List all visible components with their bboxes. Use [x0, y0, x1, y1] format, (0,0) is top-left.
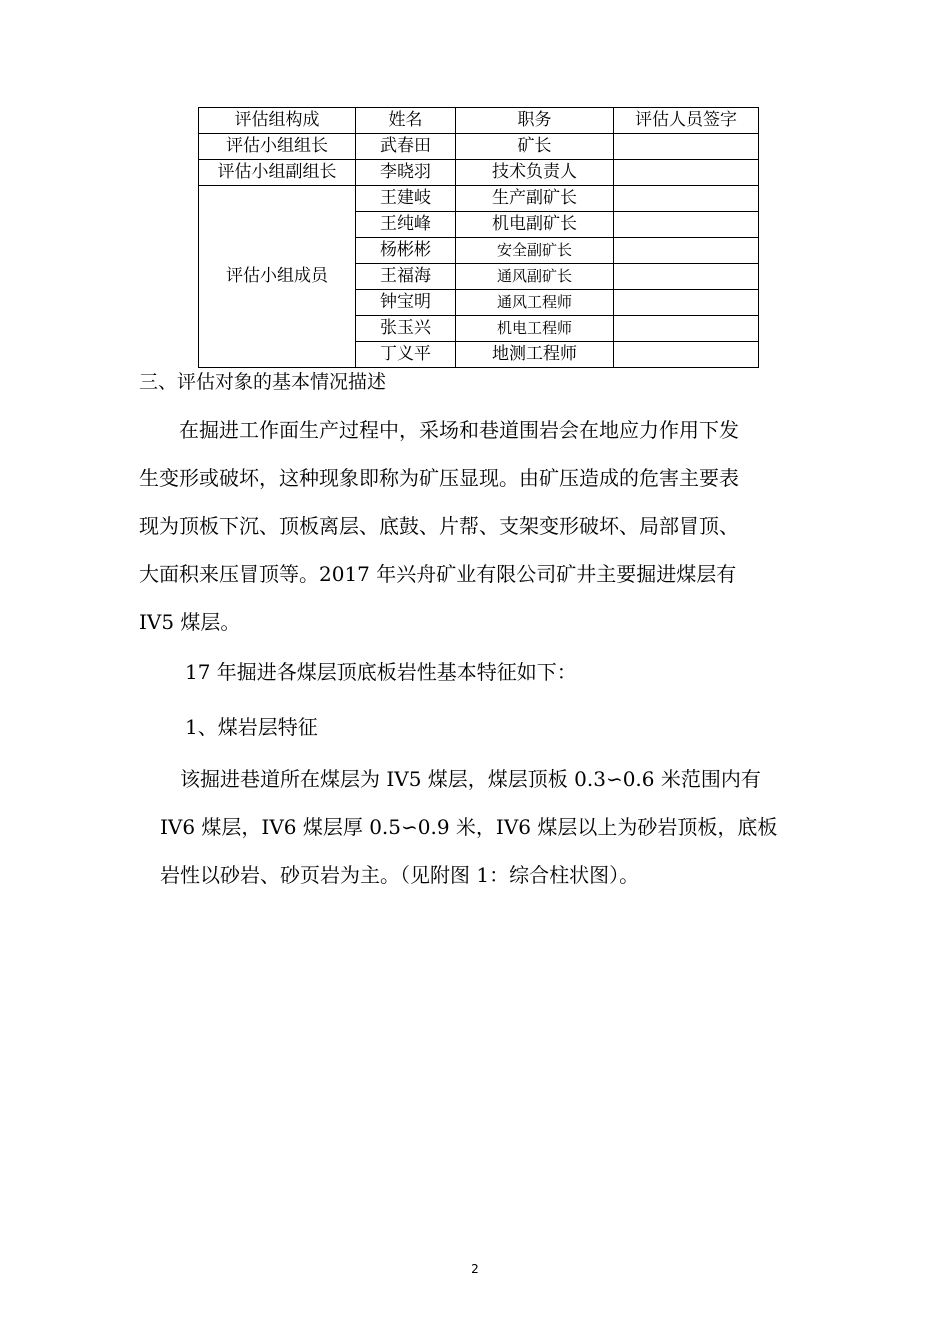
- table-row: [199, 186, 759, 212]
- signature-cell: [614, 134, 759, 160]
- subheading-text: 1、煤岩层特征: [185, 715, 318, 739]
- page-number: 2: [471, 1262, 479, 1276]
- name-cell: 王纯峰: [356, 212, 456, 238]
- header-signature: 评估人员签字: [614, 108, 759, 134]
- table-row: [199, 160, 759, 186]
- signature-cell: [614, 160, 759, 186]
- name-cell: 王建岐: [356, 186, 456, 212]
- signature-cell: [614, 212, 759, 238]
- position-cell: 矿长: [456, 134, 614, 160]
- header-name: 姓名: [356, 108, 456, 134]
- section-heading: 三、评估对象的基本情况描述: [139, 371, 387, 393]
- paragraph-line: 在掘进工作面生产过程中，采场和巷道围岩会在地应力作用下发: [139, 418, 739, 442]
- name-cell: 钟宝明: [356, 290, 456, 316]
- signature-cell: [614, 186, 759, 212]
- signature-cell: [614, 264, 759, 290]
- position-cell: 机电副矿长: [456, 212, 614, 238]
- name-cell: 张玉兴: [356, 316, 456, 342]
- evaluation-team-table: [198, 107, 759, 368]
- paragraph-line: 岩性以砂岩、砂页岩为主。（见附图 1：综合柱状图）。: [160, 863, 640, 887]
- position-cell: 通风工程师: [456, 290, 614, 316]
- name-cell: 李晓羽: [356, 160, 456, 186]
- coal-seam-paragraph: [160, 755, 777, 899]
- role-cell: 评估小组副组长: [199, 160, 356, 186]
- role-cell: 评估小组组长: [199, 134, 356, 160]
- position-cell: 技术负责人: [456, 160, 614, 186]
- name-cell: 王福海: [356, 264, 456, 290]
- name-cell: 丁义平: [356, 342, 456, 368]
- position-cell: 地测工程师: [456, 342, 614, 368]
- subheading: [185, 703, 318, 751]
- description-paragraph: [139, 406, 739, 646]
- paragraph-line: 现为顶板下沉、顶板离层、底鼓、片帮、支架变形破坏、局部冒顶、: [139, 514, 739, 538]
- name-cell: 武春田: [356, 134, 456, 160]
- paragraph-line: 17 年掘进各煤层顶底板岩性基本特征如下：: [185, 660, 577, 684]
- position-cell: 通风副矿长: [456, 264, 614, 290]
- header-composition: 评估组构成: [199, 108, 356, 134]
- position-cell: 机电工程师: [456, 316, 614, 342]
- paragraph-line: 生变形或破坏，这种现象即称为矿压显现。由矿压造成的危害主要表: [139, 466, 739, 490]
- signature-cell: [614, 342, 759, 368]
- position-cell: 生产副矿长: [456, 186, 614, 212]
- paragraph-line: IV6 煤层，IV6 煤层厚 0.5∽0.9 米，IV6 煤层以上为砂岩顶板，底板: [160, 815, 778, 839]
- table-row: [199, 134, 759, 160]
- signature-cell: [614, 238, 759, 264]
- signature-cell: [614, 316, 759, 342]
- name-cell: 杨彬彬: [356, 238, 456, 264]
- intro-paragraph: [185, 648, 577, 696]
- paragraph-line: 大面积来压冒顶等。2017 年兴舟矿业有限公司矿井主要掘进煤层有: [139, 562, 737, 586]
- paragraph-line: IV5 煤层。: [139, 610, 241, 634]
- position-cell: 安全副矿长: [456, 238, 614, 264]
- header-position: 职务: [456, 108, 614, 134]
- paragraph-line: 该掘进巷道所在煤层为 IV5 煤层，煤层顶板 0.3∽0.6 米范围内有: [160, 767, 761, 791]
- signature-cell: [614, 290, 759, 316]
- members-role-cell: 评估小组成员: [199, 186, 356, 368]
- table-header-row: [199, 108, 759, 134]
